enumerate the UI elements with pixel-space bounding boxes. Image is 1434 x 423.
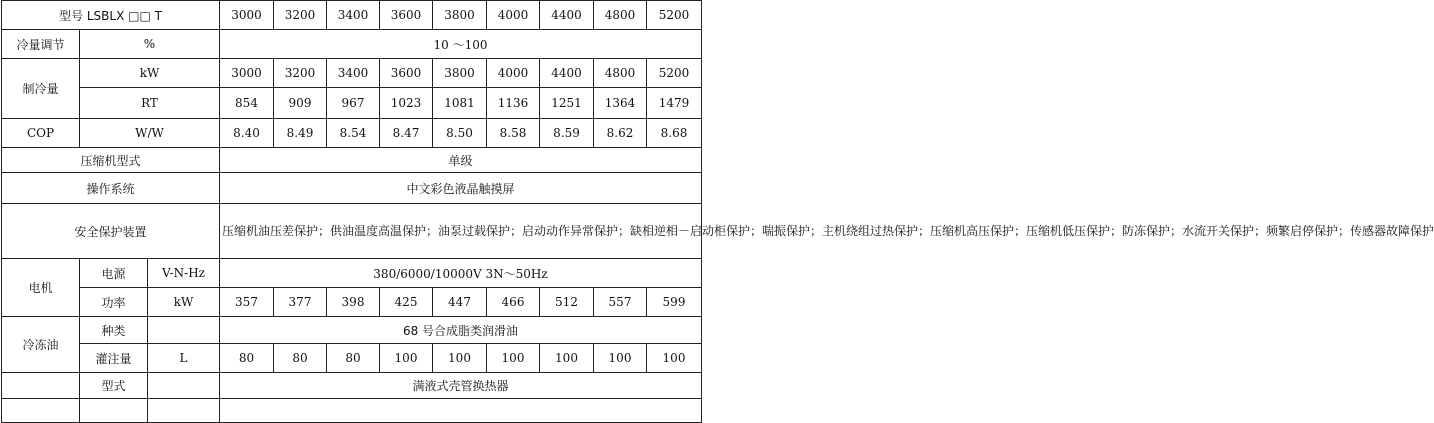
motor-supply-unit: V-N-Hz bbox=[148, 259, 220, 288]
cooling-rt-value: 1136 bbox=[487, 88, 540, 119]
motor-power-value: 466 bbox=[487, 288, 540, 317]
cop-value: 8.62 bbox=[594, 119, 647, 148]
exchanger-label bbox=[2, 373, 80, 399]
oil-type-label: 种类 bbox=[80, 317, 148, 344]
row-exchanger-type bbox=[2, 373, 702, 399]
next-row-cell bbox=[80, 399, 148, 423]
cop-value: 8.54 bbox=[327, 119, 380, 148]
model-value: 5200 bbox=[647, 1, 702, 30]
oil-charge-value: 80 bbox=[220, 344, 274, 373]
motor-power-value: 377 bbox=[274, 288, 327, 317]
motor-power-value: 599 bbox=[647, 288, 702, 317]
oil-charge-value: 100 bbox=[380, 344, 433, 373]
cooling-rt-value: 967 bbox=[327, 88, 380, 119]
model-value: 4400 bbox=[540, 1, 594, 30]
cooling-kw-value: 3000 bbox=[220, 59, 274, 88]
row-next bbox=[2, 399, 702, 423]
model-value: 3800 bbox=[433, 1, 487, 30]
row-cooling-rt bbox=[2, 88, 702, 119]
row-motor-supply bbox=[2, 259, 702, 288]
safety-value: 压缩机油压差保护；供油温度高温保护；油泵过载保护；启动动作异常保护；缺相逆相－启动柜保护；喘振保护；主机绕组过热保护；压缩机高压保护；压缩机低压保护；防冻保护；水流开关保护；频繁启停保护；传感器故障保护 bbox=[220, 204, 702, 259]
next-row-cell bbox=[148, 399, 220, 423]
motor-power-value: 398 bbox=[327, 288, 380, 317]
motor-label: 电机 bbox=[2, 259, 80, 317]
cooling-kw-value: 3800 bbox=[433, 59, 487, 88]
compressor-type-value: 单级 bbox=[220, 148, 702, 173]
oil-type-unit bbox=[148, 317, 220, 344]
row-operating-system bbox=[2, 173, 702, 204]
cooling-rt-value: 1023 bbox=[380, 88, 433, 119]
operating-system-value: 中文彩色液晶触摸屏 bbox=[220, 173, 702, 204]
motor-power-value: 425 bbox=[380, 288, 433, 317]
motor-power-value: 447 bbox=[433, 288, 487, 317]
cooling-rt-value: 1081 bbox=[433, 88, 487, 119]
oil-label: 冷冻油 bbox=[2, 317, 80, 373]
motor-power-value: 557 bbox=[594, 288, 647, 317]
cooling-kw-value: 5200 bbox=[647, 59, 702, 88]
cop-value: 8.40 bbox=[220, 119, 274, 148]
motor-power-value: 512 bbox=[540, 288, 594, 317]
oil-charge-value: 100 bbox=[647, 344, 702, 373]
cooling-kw-value: 4400 bbox=[540, 59, 594, 88]
cop-value: 8.49 bbox=[274, 119, 327, 148]
cooling-kw-value: 4000 bbox=[487, 59, 540, 88]
model-value: 3200 bbox=[274, 1, 327, 30]
motor-power-value: 357 bbox=[220, 288, 274, 317]
exchanger-type-label: 型式 bbox=[80, 373, 148, 399]
row-cooling-kw bbox=[2, 59, 702, 88]
cop-value: 8.68 bbox=[647, 119, 702, 148]
exchanger-type-value: 满液式壳管换热器 bbox=[220, 373, 702, 399]
row-oil-type bbox=[2, 317, 702, 344]
model-label: 型号 LSBLX □□ T bbox=[2, 1, 220, 30]
capacity-adjust-label: 冷量调节 bbox=[2, 30, 80, 59]
cop-value: 8.59 bbox=[540, 119, 594, 148]
cooling-label: 制冷量 bbox=[2, 59, 80, 119]
operating-system-label: 操作系统 bbox=[2, 173, 220, 204]
cooling-kw-value: 4800 bbox=[594, 59, 647, 88]
capacity-adjust-unit: % bbox=[80, 30, 220, 59]
model-value: 3000 bbox=[220, 1, 274, 30]
cop-value: 8.58 bbox=[487, 119, 540, 148]
capacity-adjust-value: 10 ～100 bbox=[220, 30, 702, 59]
spec-table bbox=[1, 0, 1434, 423]
cooling-kw-unit: kW bbox=[80, 59, 220, 88]
cooling-rt-value: 1251 bbox=[540, 88, 594, 119]
row-motor-power bbox=[2, 288, 702, 317]
cop-unit: W/W bbox=[80, 119, 220, 148]
cooling-kw-value: 3400 bbox=[327, 59, 380, 88]
oil-charge-value: 100 bbox=[487, 344, 540, 373]
oil-charge-value: 100 bbox=[433, 344, 487, 373]
oil-charge-label: 灌注量 bbox=[80, 344, 148, 373]
next-row-cell bbox=[220, 399, 702, 423]
row-model bbox=[2, 1, 702, 30]
oil-type-value: 68 号合成脂类润滑油 bbox=[220, 317, 702, 344]
model-value: 3600 bbox=[380, 1, 433, 30]
cooling-rt-value: 1364 bbox=[594, 88, 647, 119]
cop-label: COP bbox=[2, 119, 80, 148]
next-row-cell bbox=[2, 399, 80, 423]
compressor-type-label: 压缩机型式 bbox=[2, 148, 220, 173]
row-cop bbox=[2, 119, 702, 148]
oil-charge-value: 80 bbox=[274, 344, 327, 373]
motor-supply-label: 电源 bbox=[80, 259, 148, 288]
motor-supply-value: 380/6000/10000V 3N～50Hz bbox=[220, 259, 702, 288]
motor-power-unit: kW bbox=[148, 288, 220, 317]
exchanger-type-unit bbox=[148, 373, 220, 399]
cooling-kw-value: 3600 bbox=[380, 59, 433, 88]
model-value: 3400 bbox=[327, 1, 380, 30]
cooling-rt-unit: RT bbox=[80, 88, 220, 119]
model-value: 4000 bbox=[487, 1, 540, 30]
cooling-rt-value: 854 bbox=[220, 88, 274, 119]
safety-label: 安全保护装置 bbox=[2, 204, 220, 259]
row-oil-charge bbox=[2, 344, 702, 373]
motor-power-label: 功率 bbox=[80, 288, 148, 317]
row-capacity-adjust bbox=[2, 30, 702, 59]
model-value: 4800 bbox=[594, 1, 647, 30]
oil-charge-value: 80 bbox=[327, 344, 380, 373]
cooling-kw-value: 3200 bbox=[274, 59, 327, 88]
cooling-rt-value: 909 bbox=[274, 88, 327, 119]
oil-charge-unit: L bbox=[148, 344, 220, 373]
cop-value: 8.47 bbox=[380, 119, 433, 148]
row-safety bbox=[2, 204, 702, 259]
oil-charge-value: 100 bbox=[540, 344, 594, 373]
cop-value: 8.50 bbox=[433, 119, 487, 148]
oil-charge-value: 100 bbox=[594, 344, 647, 373]
row-compressor-type bbox=[2, 148, 702, 173]
cooling-rt-value: 1479 bbox=[647, 88, 702, 119]
